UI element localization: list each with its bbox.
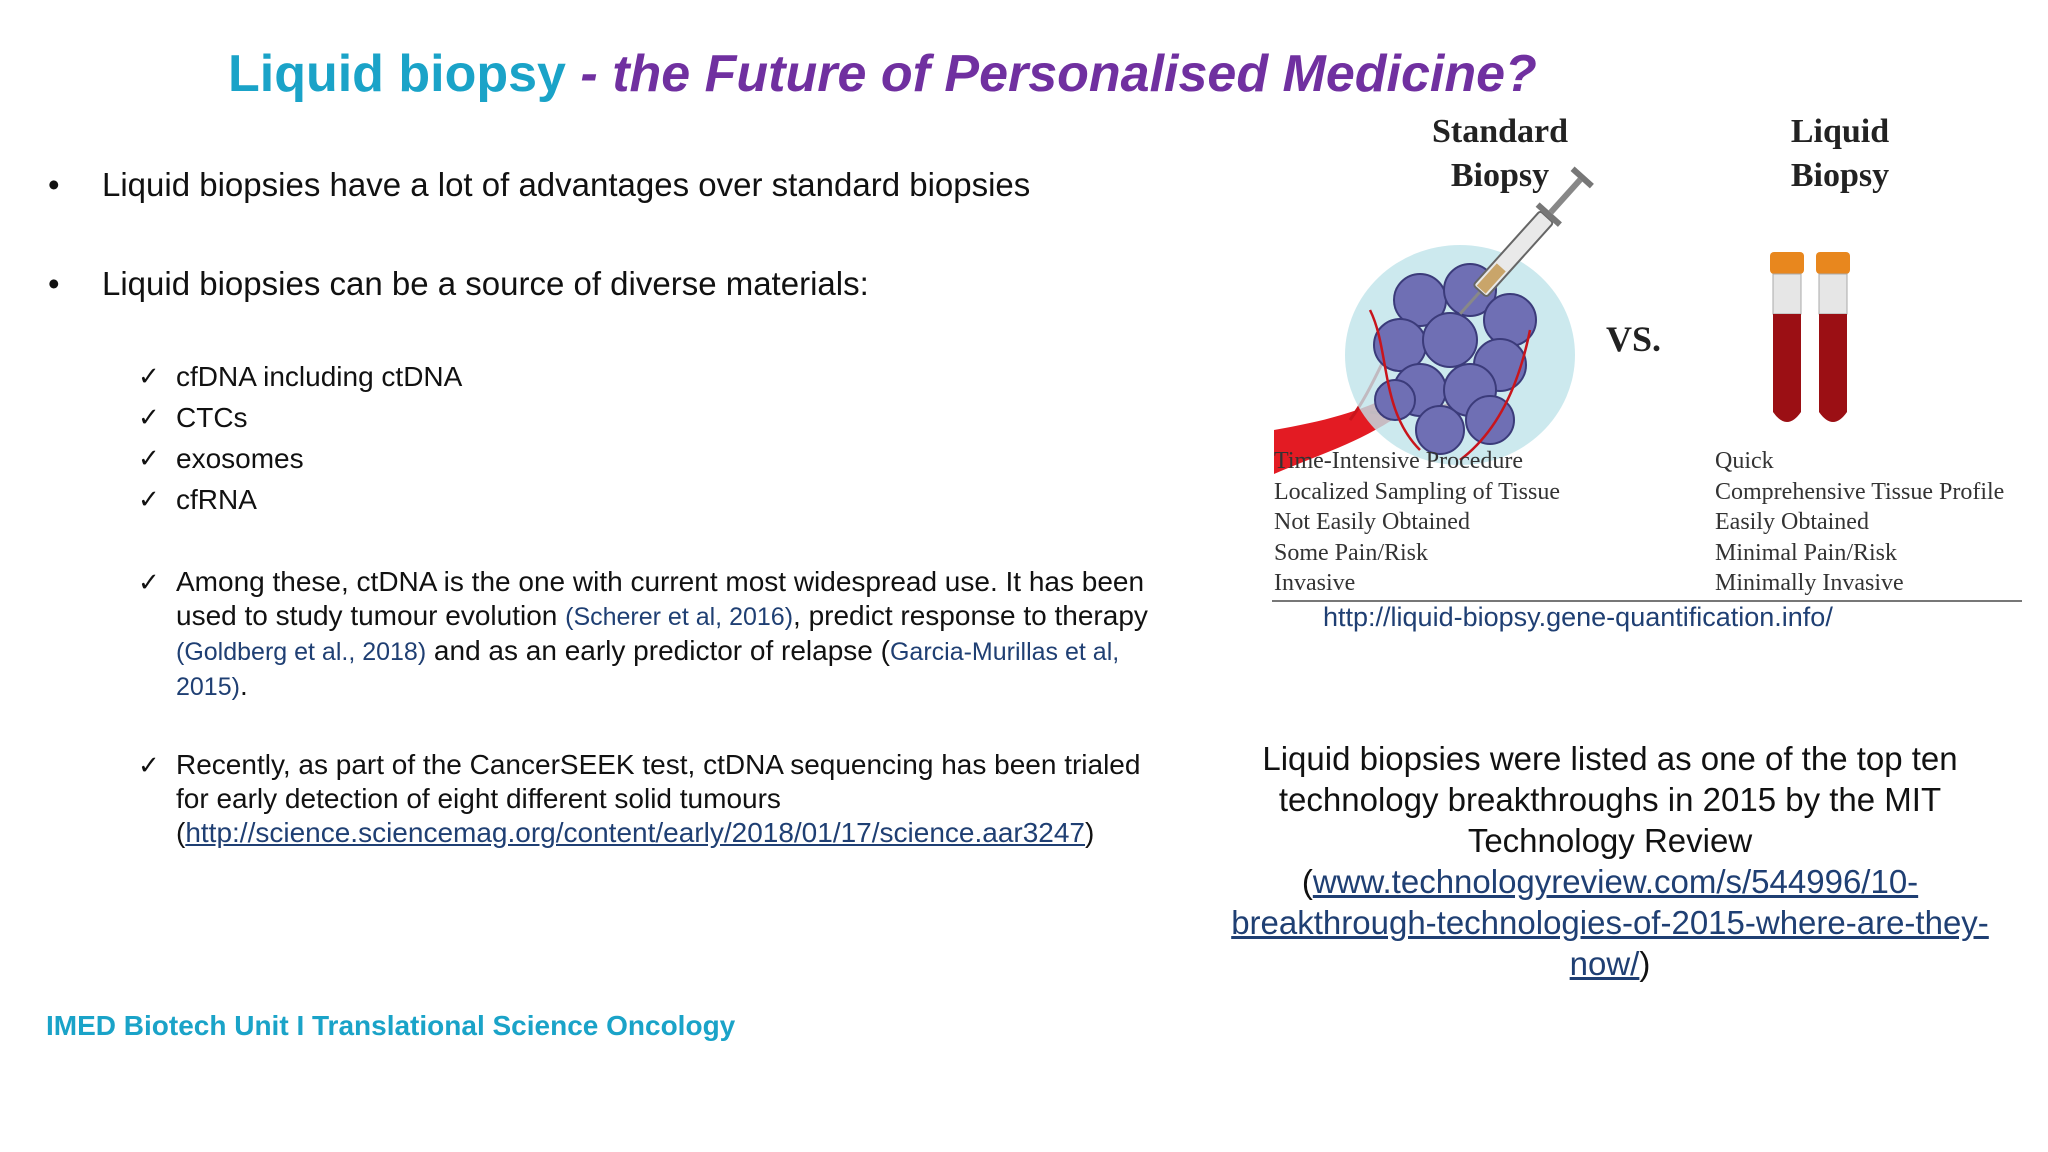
list-item: ✓ exosomes	[138, 438, 462, 479]
vs-label: VS.	[1606, 319, 1662, 359]
bullet-text: Liquid biopsies can be a source of diverse materials:	[102, 265, 869, 302]
bullet-advantages	[48, 166, 1030, 204]
cancerseek-paragraph	[138, 748, 1168, 850]
blood-tubes-illustration	[1760, 250, 1880, 440]
liquid-biopsy-list	[1715, 446, 2004, 599]
materials-checklist	[138, 356, 462, 520]
check-icon: ✓	[138, 750, 160, 780]
check-icon: ✓	[138, 402, 160, 432]
title-part-1: Liquid biopsy	[228, 45, 566, 103]
check-icon: ✓	[138, 443, 160, 473]
science-link[interactable]: http://science.sciencemag.org/content/early/2018/01/17/science.aar3247	[185, 817, 1086, 848]
biopsy-comparison-figure	[1270, 110, 2030, 610]
paragraph-text: Among these, ctDNA is the one with current most widespread use. It has been used to study tumour evolution (Scherer et al, 2016), predict response to therapy (Goldberg et al., 2018) and as an early predictor of relapse (Garcia-Murillas et al, 2015).	[176, 566, 1148, 701]
list-item: ✓ cfDNA including ctDNA	[138, 356, 462, 397]
list-item: Not Easily Obtained	[1274, 509, 1470, 535]
list-item: ✓ cfRNA	[138, 479, 462, 520]
list-item: Easily Obtained	[1715, 509, 1869, 535]
technology-review-link[interactable]: www.technologyreview.com/s/544996/10-breakthrough-technologies-of-2015-where-are-they-now/	[1231, 863, 1989, 982]
citation: (Scherer et al, 2016)	[565, 603, 794, 631]
citation: (Goldberg et al., 2018)	[176, 638, 427, 666]
footer-unit-label: IMED Biotech Unit I Translational Science Oncology	[46, 1010, 736, 1041]
list-item: Comprehensive Tissue Profile	[1715, 478, 2005, 505]
check-icon: ✓	[138, 567, 160, 597]
list-item: Minimal Pain/Risk	[1715, 539, 1898, 566]
title-part-2: - the Future of Personalised Medicine?	[565, 45, 1537, 103]
paragraph-text: Recently, as part of the CancerSEEK test, ctDNA sequencing has been trialed for early detection of eight different solid tumours (http://science.sciencemag.org/content/early/2018/01/17/science.aar3247)	[176, 749, 1141, 848]
figure-source-link[interactable]: http://liquid-biopsy.gene-quantification.info/	[1323, 602, 1833, 632]
bullet-dot: •	[48, 166, 60, 203]
list-item: Quick	[1715, 448, 1774, 474]
list-item: Minimally Invasive	[1715, 570, 1904, 596]
ctdna-paragraph	[138, 565, 1168, 704]
bullet-materials	[48, 265, 869, 303]
blood-tube-icon	[1816, 252, 1850, 422]
mit-review-paragraph: Liquid biopsies were listed as one of the top ten technology breakthroughs in 2015 by the MIT Technology Review (www.technologyreview.com/s/544996/10-breakthrough-technologies-of-2015-where-are-they-now/)	[1231, 740, 1989, 982]
list-item: Some Pain/Risk	[1274, 539, 1429, 566]
list-item: ✓ CTCs	[138, 397, 462, 438]
check-icon: ✓	[138, 361, 160, 391]
bullet-text: Liquid biopsies have a lot of advantages over standard biopsies	[102, 166, 1031, 203]
standard-biopsy-heading: Standard Biopsy	[1431, 113, 1569, 194]
liquid-biopsy-heading: Liquid Biopsy	[1790, 113, 1890, 194]
list-item: Localized Sampling of Tissue	[1274, 478, 1560, 505]
check-icon: ✓	[138, 484, 160, 514]
list-item: Invasive	[1274, 570, 1356, 596]
slide-title	[228, 44, 1537, 104]
list-item: Time-Intensive Procedure	[1274, 448, 1524, 474]
standard-biopsy-list	[1274, 446, 1560, 599]
citation: Garcia-Murillas et al, 2015)	[176, 638, 1120, 701]
blood-tube-icon	[1770, 252, 1804, 422]
bullet-dot: •	[48, 265, 60, 302]
